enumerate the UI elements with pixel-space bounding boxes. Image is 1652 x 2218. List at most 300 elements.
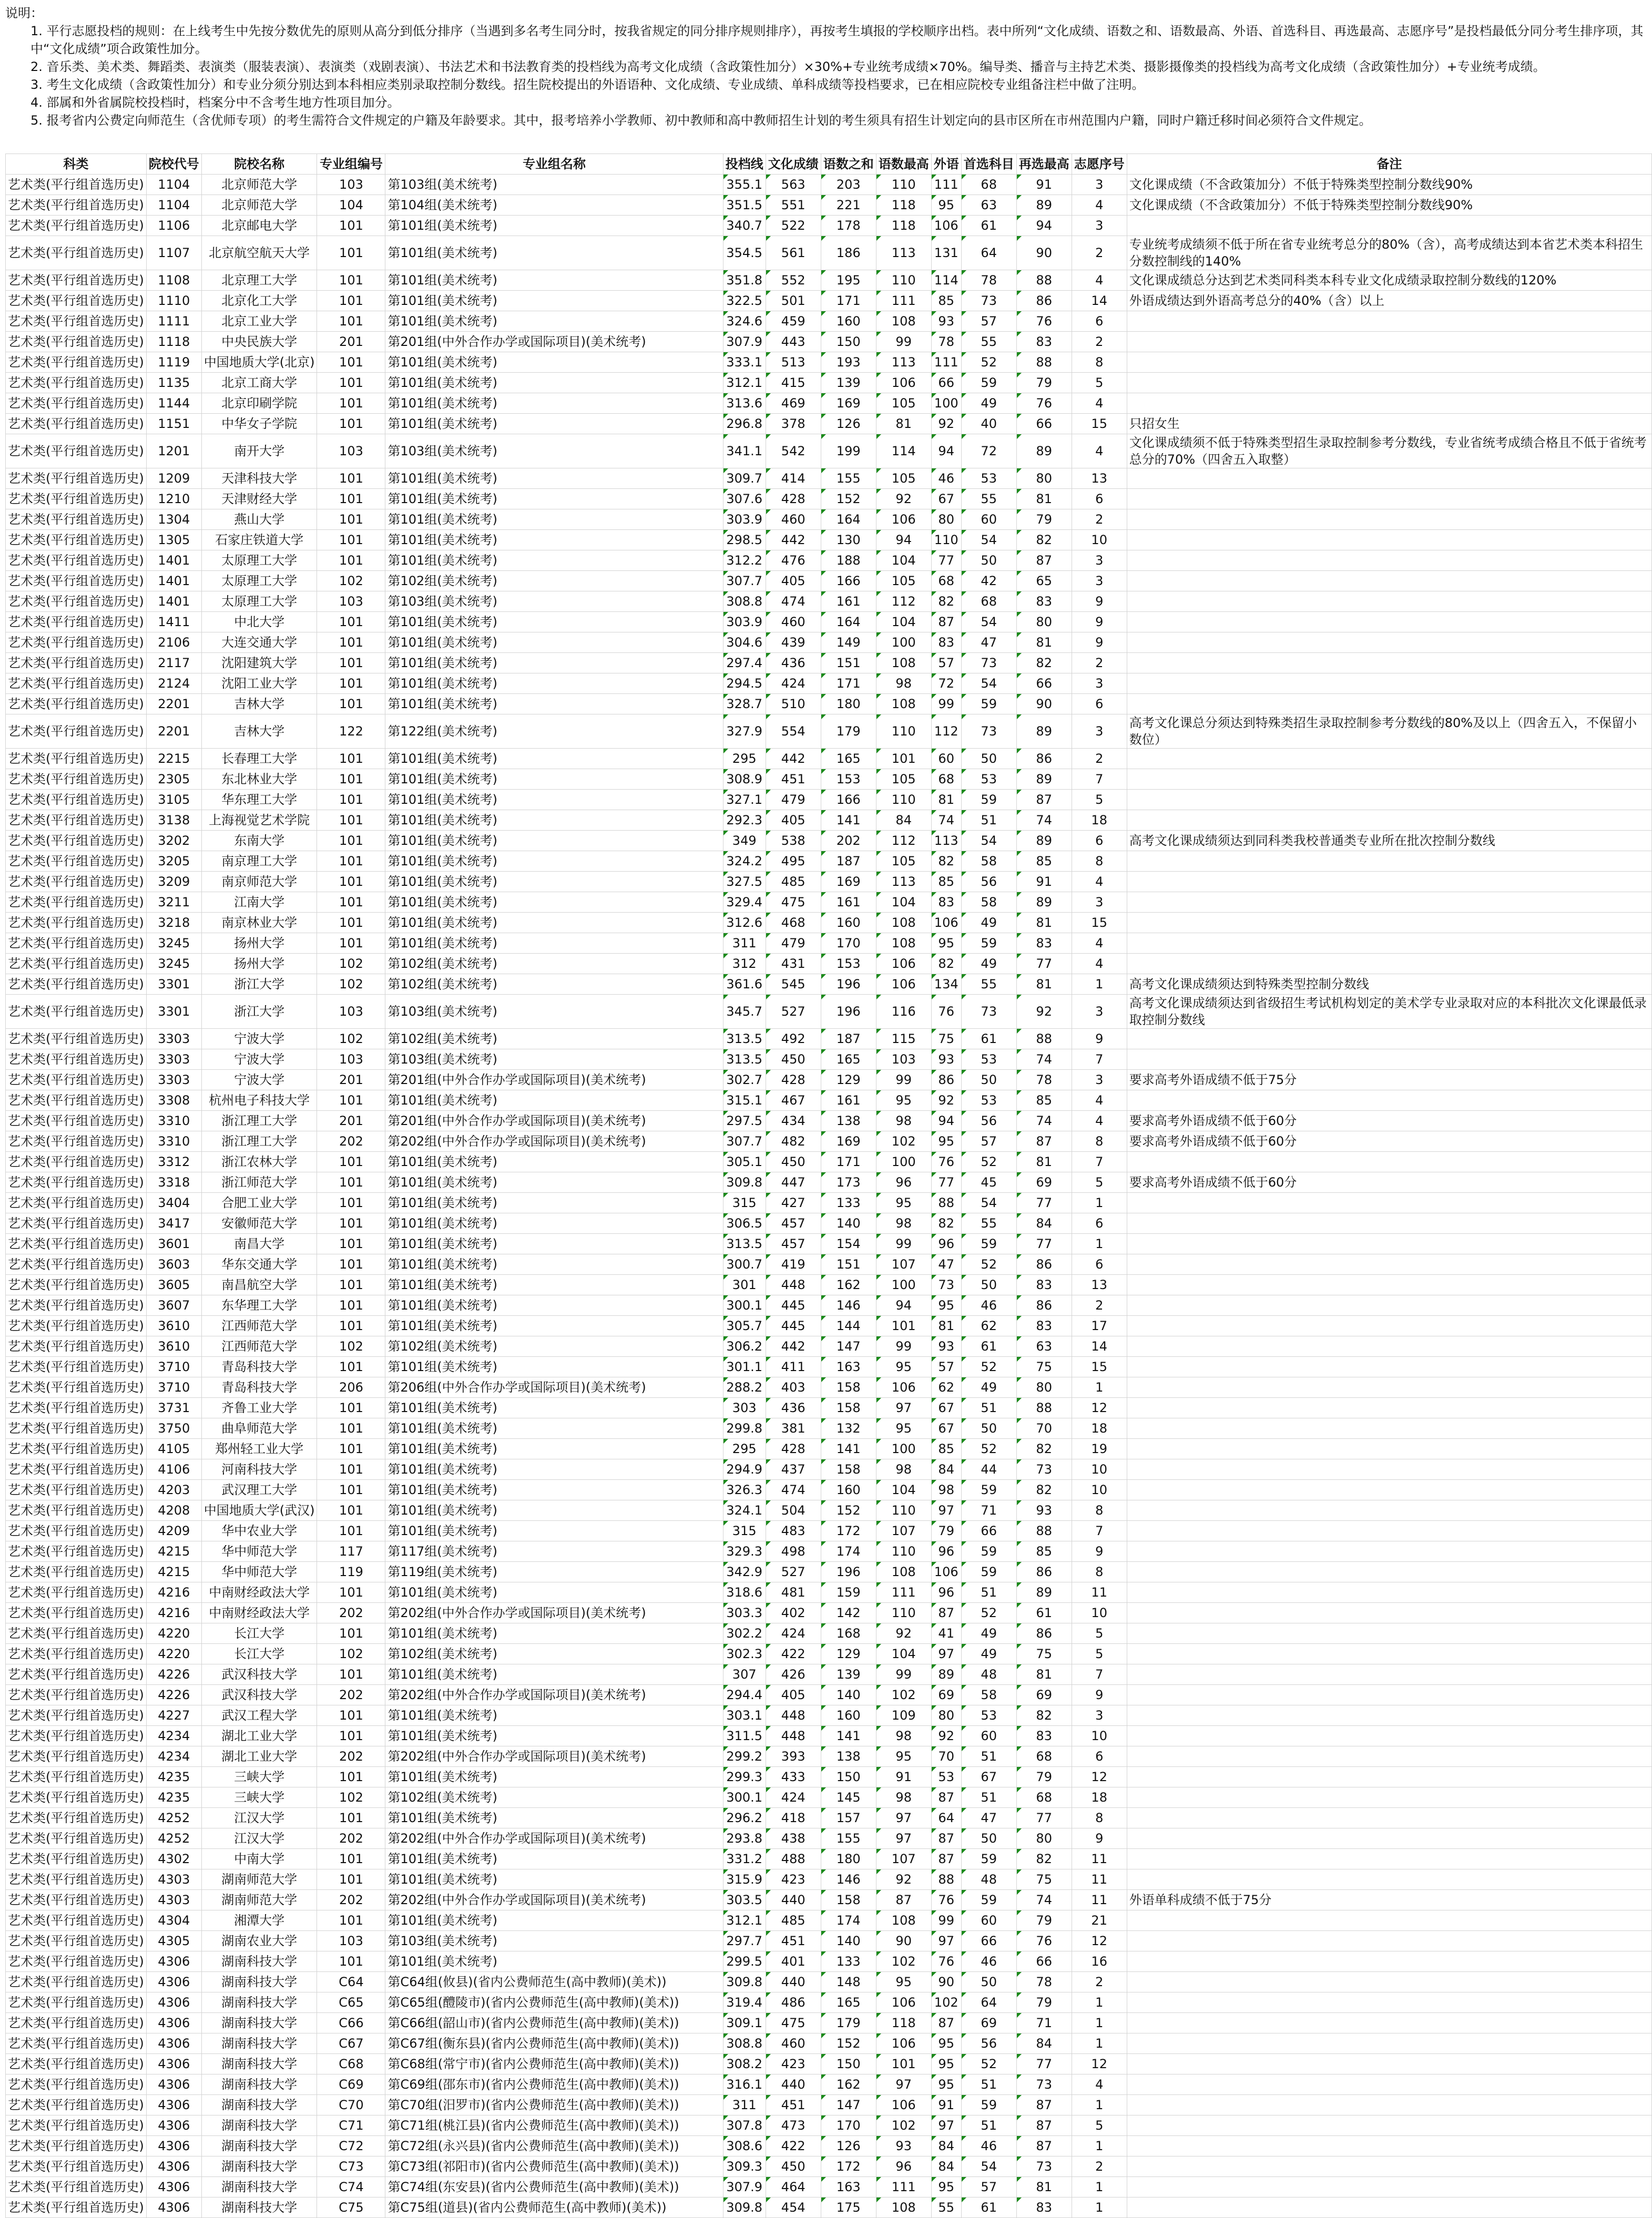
cell-cutoff: 298.5 — [723, 530, 766, 550]
cell-group-number: 101 — [317, 769, 385, 790]
cell-group-name: 第206组(中外合作办学或国际项目)(美术统考) — [385, 1377, 723, 1398]
cell-foreign-language: 73 — [931, 1275, 961, 1295]
cell-school-name: 大连交通大学 — [201, 632, 317, 653]
cell-foreign-language: 134 — [931, 974, 961, 995]
cell-group-number: 101 — [317, 1849, 385, 1869]
cell-choice-order: 6 — [1072, 831, 1127, 851]
cell-foreign-language: 67 — [931, 1398, 961, 1418]
cell-first-subject: 73 — [961, 995, 1016, 1029]
cell-first-subject: 68 — [961, 591, 1016, 612]
cell-elective-max: 87 — [1016, 2115, 1072, 2136]
cell-elective-max: 90 — [1016, 236, 1072, 270]
cell-school-code: 3310 — [146, 1111, 201, 1131]
cell-cutoff: 312 — [723, 954, 766, 974]
cell-foreign-language: 76 — [931, 1890, 961, 1910]
cell-school-code: 4215 — [146, 1562, 201, 1582]
cell-cutoff: 311 — [723, 2095, 766, 2115]
cell-elective-max: 82 — [1016, 530, 1072, 550]
cell-cutoff: 309.8 — [723, 2197, 766, 2218]
cell-category: 艺术类(平行组首选历史) — [6, 1521, 147, 1541]
cell-group-number: 122 — [317, 714, 385, 749]
cell-culture-score: 450 — [766, 2156, 821, 2177]
cell-culture-score: 405 — [766, 571, 821, 591]
cell-choice-order: 8 — [1072, 1808, 1127, 1828]
cell-first-subject: 51 — [961, 810, 1016, 831]
cell-remarks — [1127, 1644, 1651, 1664]
cell-choice-order: 8 — [1072, 1131, 1127, 1152]
table-row — [6, 509, 1652, 530]
cell-school-name: 江南大学 — [201, 892, 317, 913]
cell-chinese-math-max: 97 — [876, 1828, 931, 1849]
cell-school-name: 南京理工大学 — [201, 851, 317, 872]
cell-group-name: 第103组(美术统考) — [385, 591, 723, 612]
cell-choice-order: 6 — [1072, 489, 1127, 509]
cell-chinese-math-max: 105 — [876, 468, 931, 489]
cell-group-name: 第101组(美术统考) — [385, 1357, 723, 1377]
cell-chinese-math-sum: 150 — [821, 2054, 876, 2074]
cell-chinese-math-max: 97 — [876, 2074, 931, 2095]
cell-chinese-math-sum: 160 — [821, 1705, 876, 1726]
cell-culture-score: 437 — [766, 1459, 821, 1480]
cell-elective-max: 88 — [1016, 270, 1072, 291]
cell-chinese-math-sum: 142 — [821, 1603, 876, 1623]
cell-group-name: 第101组(美术统考) — [385, 468, 723, 489]
table-row — [6, 1152, 1652, 1172]
cell-first-subject: 71 — [961, 1500, 1016, 1521]
cell-category: 艺术类(平行组首选历史) — [6, 872, 147, 892]
cell-chinese-math-sum: 196 — [821, 974, 876, 995]
cell-group-name: 第102组(美术统考) — [385, 571, 723, 591]
cell-school-name: 湖南师范大学 — [201, 1869, 317, 1890]
cell-remarks — [1127, 1295, 1651, 1316]
col-header-first-subject: 首选科目 — [961, 154, 1016, 175]
cell-school-code: 3202 — [146, 831, 201, 851]
cell-choice-order: 8 — [1072, 851, 1127, 872]
cell-first-subject: 44 — [961, 1459, 1016, 1480]
cell-school-name: 华中师范大学 — [201, 1541, 317, 1562]
cell-culture-score: 469 — [766, 393, 821, 414]
cell-foreign-language: 96 — [931, 1234, 961, 1254]
cell-chinese-math-sum: 179 — [821, 2013, 876, 2033]
cell-remarks — [1127, 1746, 1651, 1767]
cell-foreign-language: 95 — [931, 195, 961, 216]
cell-group-number: 117 — [317, 1541, 385, 1562]
cell-chinese-math-sum: 126 — [821, 414, 876, 434]
cell-choice-order: 1 — [1072, 1193, 1127, 1213]
cell-elective-max: 75 — [1016, 1869, 1072, 1890]
table-row — [6, 1562, 1652, 1582]
cell-group-name: 第102组(美术统考) — [385, 1787, 723, 1808]
cell-choice-order: 13 — [1072, 1275, 1127, 1295]
cell-elective-max: 84 — [1016, 2033, 1072, 2054]
cell-chinese-math-sum: 151 — [821, 1254, 876, 1275]
cell-cutoff: 315.9 — [723, 1869, 766, 1890]
cell-choice-order: 4 — [1072, 393, 1127, 414]
cell-chinese-math-max: 87 — [876, 1890, 931, 1910]
cell-group-number: 101 — [317, 270, 385, 291]
cell-remarks — [1127, 571, 1651, 591]
cell-remarks — [1127, 2033, 1651, 2054]
table-row — [6, 831, 1652, 851]
cell-elective-max: 83 — [1016, 2197, 1072, 2218]
cell-foreign-language: 46 — [931, 468, 961, 489]
cell-culture-score: 459 — [766, 311, 821, 332]
cell-group-name: 第101组(美术统考) — [385, 1234, 723, 1254]
cell-remarks — [1127, 1193, 1651, 1213]
cell-group-number: 101 — [317, 1439, 385, 1459]
cell-first-subject: 47 — [961, 632, 1016, 653]
cell-remarks — [1127, 632, 1651, 653]
table-row — [6, 1705, 1652, 1726]
cell-choice-order: 6 — [1072, 311, 1127, 332]
cell-remarks: 外语单科成绩不低于75分 — [1127, 1890, 1651, 1910]
cell-first-subject: 53 — [961, 1705, 1016, 1726]
cell-school-name: 武汉工程大学 — [201, 1705, 317, 1726]
cell-group-name: 第101组(美术统考) — [385, 673, 723, 694]
cell-school-name: 南昌航空大学 — [201, 1275, 317, 1295]
cell-school-name: 武汉科技大学 — [201, 1664, 317, 1685]
table-row — [6, 1828, 1652, 1849]
cell-foreign-language: 89 — [931, 1664, 961, 1685]
cell-group-name: 第C66组(韶山市)(省内公费师范生(高中教师)(美术)) — [385, 2013, 723, 2033]
cell-remarks — [1127, 1664, 1651, 1685]
cell-chinese-math-sum: 180 — [821, 1849, 876, 1869]
cell-group-name: 第101组(美术统考) — [385, 530, 723, 550]
table-row — [6, 1090, 1652, 1111]
cell-foreign-language: 69 — [931, 1685, 961, 1705]
cell-group-number: 101 — [317, 414, 385, 434]
cell-chinese-math-max: 108 — [876, 694, 931, 714]
cell-choice-order: 2 — [1072, 2156, 1127, 2177]
cell-chinese-math-max: 112 — [876, 591, 931, 612]
cell-school-name: 太原理工大学 — [201, 571, 317, 591]
cell-category: 艺术类(平行组首选历史) — [6, 1193, 147, 1213]
cell-elective-max: 88 — [1016, 1398, 1072, 1418]
cell-choice-order: 7 — [1072, 1152, 1127, 1172]
cell-first-subject: 61 — [961, 1336, 1016, 1357]
cell-culture-score: 440 — [766, 2074, 821, 2095]
cell-category: 艺术类(平行组首选历史) — [6, 1049, 147, 1070]
cell-cutoff: 299.2 — [723, 1746, 766, 1767]
cell-cutoff: 326.3 — [723, 1480, 766, 1500]
cell-choice-order: 8 — [1072, 1562, 1127, 1582]
cell-group-number: 101 — [317, 1152, 385, 1172]
cell-foreign-language: 81 — [931, 790, 961, 810]
table-row — [6, 1254, 1652, 1275]
cell-chinese-math-sum: 171 — [821, 291, 876, 311]
cell-culture-score: 457 — [766, 1213, 821, 1234]
cell-cutoff: 307.6 — [723, 489, 766, 509]
cell-culture-score: 423 — [766, 1869, 821, 1890]
cell-remarks: 要求高考外语成绩不低于60分 — [1127, 1111, 1651, 1131]
cell-category: 艺术类(平行组首选历史) — [6, 175, 147, 195]
cell-first-subject: 54 — [961, 2156, 1016, 2177]
cell-choice-order: 7 — [1072, 1049, 1127, 1070]
cell-school-code: 3105 — [146, 790, 201, 810]
table-row — [6, 694, 1652, 714]
cell-school-name: 长春理工大学 — [201, 749, 317, 769]
cell-remarks — [1127, 1623, 1651, 1644]
cell-cutoff: 349 — [723, 831, 766, 851]
cell-first-subject: 50 — [961, 1828, 1016, 1849]
cell-foreign-language: 97 — [931, 2115, 961, 2136]
cell-culture-score: 438 — [766, 1828, 821, 1849]
table-row — [6, 872, 1652, 892]
cell-cutoff: 329.3 — [723, 1541, 766, 1562]
cell-culture-score: 419 — [766, 1254, 821, 1275]
cell-cutoff: 342.9 — [723, 1562, 766, 1582]
cell-group-name: 第101组(美术统考) — [385, 694, 723, 714]
cell-first-subject: 45 — [961, 1172, 1016, 1193]
cell-category: 艺术类(平行组首选历史) — [6, 933, 147, 954]
cell-group-name: 第101组(美术统考) — [385, 270, 723, 291]
cell-culture-score: 464 — [766, 2177, 821, 2197]
cell-group-name: 第103组(美术统考) — [385, 1049, 723, 1070]
cell-culture-score: 485 — [766, 1910, 821, 1931]
cell-remarks: 要求高考外语成绩不低于75分 — [1127, 1070, 1651, 1090]
cell-category: 艺术类(平行组首选历史) — [6, 1623, 147, 1644]
cell-first-subject: 73 — [961, 291, 1016, 311]
cell-choice-order: 2 — [1072, 509, 1127, 530]
cell-chinese-math-sum: 203 — [821, 175, 876, 195]
cell-school-code: 1107 — [146, 236, 201, 270]
cell-school-code: 1151 — [146, 414, 201, 434]
cell-school-code: 4252 — [146, 1808, 201, 1828]
cell-group-name: 第101组(美术统考) — [385, 1951, 723, 1972]
cell-culture-score: 422 — [766, 1644, 821, 1664]
cell-culture-score: 479 — [766, 933, 821, 954]
cell-elective-max: 89 — [1016, 434, 1072, 468]
cell-first-subject: 59 — [961, 1234, 1016, 1254]
cell-group-name: 第101组(美术统考) — [385, 1623, 723, 1644]
cell-foreign-language: 83 — [931, 632, 961, 653]
cell-group-name: 第101组(美术统考) — [385, 352, 723, 373]
cell-first-subject: 59 — [961, 1541, 1016, 1562]
cell-choice-order: 1 — [1072, 2033, 1127, 2054]
note-item-5: 5. 报考省内公费定向师范生（含优师专项）的考生需符合文件规定的户籍及年龄要求。其中，报考培养小学教师、初中教师和高中教师招生计划的考生须具有招生计划定向的县市区所在市州范围内户籍，同时户籍迁移时间必须符合文件规定。 — [30, 113, 1372, 128]
cell-elective-max: 66 — [1016, 414, 1072, 434]
cell-first-subject: 62 — [961, 1316, 1016, 1336]
cell-first-subject: 63 — [961, 195, 1016, 216]
cell-remarks: 要求高考外语成绩不低于60分 — [1127, 1172, 1651, 1193]
cell-remarks — [1127, 1275, 1651, 1295]
cell-culture-score: 451 — [766, 769, 821, 790]
cell-category: 艺术类(平行组首选历史) — [6, 1295, 147, 1316]
cell-chinese-math-max: 106 — [876, 2033, 931, 2054]
cell-first-subject: 48 — [961, 1869, 1016, 1890]
cell-group-name: 第201组(中外合作办学或国际项目)(美术统考) — [385, 332, 723, 352]
cell-remarks — [1127, 2156, 1651, 2177]
cell-first-subject: 47 — [961, 1808, 1016, 1828]
cell-foreign-language: 96 — [931, 1541, 961, 1562]
cell-cutoff: 294.4 — [723, 1685, 766, 1705]
cell-school-name: 太原理工大学 — [201, 550, 317, 571]
cell-first-subject: 53 — [961, 1090, 1016, 1111]
cell-group-number: 101 — [317, 1193, 385, 1213]
cell-group-name: 第101组(美术统考) — [385, 831, 723, 851]
cell-school-name: 浙江大学 — [201, 974, 317, 995]
cell-group-number: 102 — [317, 1644, 385, 1664]
cell-school-code: 4226 — [146, 1685, 201, 1705]
cell-culture-score: 428 — [766, 489, 821, 509]
cell-remarks — [1127, 2095, 1651, 2115]
cell-category: 艺术类(平行组首选历史) — [6, 1767, 147, 1787]
cell-remarks — [1127, 1090, 1651, 1111]
cell-school-name: 吉林大学 — [201, 694, 317, 714]
cell-elective-max: 76 — [1016, 311, 1072, 332]
cell-school-code: 1119 — [146, 352, 201, 373]
cell-chinese-math-sum: 202 — [821, 831, 876, 851]
cell-school-name: 北京工业大学 — [201, 311, 317, 332]
cell-group-number: 104 — [317, 195, 385, 216]
cell-chinese-math-sum: 152 — [821, 1500, 876, 1521]
cell-culture-score: 522 — [766, 216, 821, 236]
cell-cutoff: 301 — [723, 1275, 766, 1295]
cell-remarks: 文化课成绩（不含政策加分）不低于特殊类型控制分数线90% — [1127, 175, 1651, 195]
cell-culture-score: 474 — [766, 1480, 821, 1500]
cell-school-name: 江西师范大学 — [201, 1336, 317, 1357]
cell-group-number: 101 — [317, 1808, 385, 1828]
cell-culture-score: 445 — [766, 1295, 821, 1316]
cell-first-subject: 73 — [961, 714, 1016, 749]
cell-category: 艺术类(平行组首选历史) — [6, 352, 147, 373]
col-header-cutoff: 投档线 — [723, 154, 766, 175]
table-row — [6, 195, 1652, 216]
cell-first-subject: 59 — [961, 694, 1016, 714]
cell-group-name: 第101组(美术统考) — [385, 769, 723, 790]
cell-remarks — [1127, 790, 1651, 810]
cell-chinese-math-max: 113 — [876, 236, 931, 270]
cell-cutoff: 309.8 — [723, 1172, 766, 1193]
cell-group-number: 102 — [317, 1029, 385, 1049]
cell-remarks — [1127, 1767, 1651, 1787]
cell-school-name: 安徽师范大学 — [201, 1213, 317, 1234]
cell-elective-max: 75 — [1016, 1357, 1072, 1377]
cell-cutoff: 311 — [723, 933, 766, 954]
cell-choice-order: 11 — [1072, 1869, 1127, 1890]
cell-school-name: 北京师范大学 — [201, 175, 317, 195]
cell-group-name: 第101组(美术统考) — [385, 612, 723, 632]
cell-remarks — [1127, 1931, 1651, 1951]
cell-chinese-math-sum: 165 — [821, 749, 876, 769]
cell-category: 艺术类(平行组首选历史) — [6, 1480, 147, 1500]
cell-remarks — [1127, 550, 1651, 571]
cell-chinese-math-sum: 154 — [821, 1234, 876, 1254]
cell-category: 艺术类(平行组首选历史) — [6, 673, 147, 694]
cell-school-code: 3750 — [146, 1418, 201, 1439]
cell-chinese-math-sum: 158 — [821, 1398, 876, 1418]
cell-culture-score: 442 — [766, 1336, 821, 1357]
cell-choice-order: 4 — [1072, 1090, 1127, 1111]
cell-cutoff: 355.1 — [723, 175, 766, 195]
cell-group-number: 101 — [317, 1500, 385, 1521]
cell-remarks: 高考文化课成绩须达到省级招生考试机构划定的美术学专业录取对应的本科批次文化课最低录取控制分数线 — [1127, 995, 1651, 1029]
cell-culture-score: 485 — [766, 872, 821, 892]
cell-chinese-math-max: 98 — [876, 1213, 931, 1234]
cell-group-name: 第101组(美术统考) — [385, 414, 723, 434]
cell-category: 艺术类(平行组首选历史) — [6, 1070, 147, 1090]
cell-first-subject: 57 — [961, 311, 1016, 332]
cell-culture-score: 426 — [766, 1664, 821, 1685]
cell-chinese-math-max: 108 — [876, 653, 931, 673]
cell-school-name: 湖南科技大学 — [201, 2156, 317, 2177]
cell-school-code: 4302 — [146, 1849, 201, 1869]
cell-chinese-math-sum: 196 — [821, 995, 876, 1029]
cell-chinese-math-sum: 221 — [821, 195, 876, 216]
cell-culture-score: 460 — [766, 2033, 821, 2054]
table-row — [6, 1193, 1652, 1213]
cell-choice-order: 15 — [1072, 913, 1127, 933]
cell-group-number: 103 — [317, 591, 385, 612]
cell-school-code: 3610 — [146, 1316, 201, 1336]
cell-chinese-math-sum: 158 — [821, 1459, 876, 1480]
cell-chinese-math-max: 106 — [876, 509, 931, 530]
cell-school-code: 1118 — [146, 332, 201, 352]
cell-cutoff: 331.2 — [723, 1849, 766, 1869]
cell-chinese-math-sum: 166 — [821, 571, 876, 591]
cell-chinese-math-sum: 173 — [821, 1172, 876, 1193]
cell-elective-max: 73 — [1016, 2074, 1072, 2095]
cell-school-code: 3312 — [146, 1152, 201, 1172]
cell-school-name: 华东理工大学 — [201, 790, 317, 810]
cell-school-name: 天津科技大学 — [201, 468, 317, 489]
cell-school-name: 东华理工大学 — [201, 1295, 317, 1316]
cell-chinese-math-max: 113 — [876, 352, 931, 373]
cell-group-name: 第202组(中外合作办学或国际项目)(美术统考) — [385, 1685, 723, 1705]
cell-chinese-math-sum: 133 — [821, 1951, 876, 1972]
cell-school-code: 4227 — [146, 1705, 201, 1726]
cell-culture-score: 504 — [766, 1500, 821, 1521]
cell-school-code: 3303 — [146, 1049, 201, 1070]
cell-foreign-language: 84 — [931, 2136, 961, 2156]
cell-culture-score: 402 — [766, 1603, 821, 1623]
cell-category: 艺术类(平行组首选历史) — [6, 591, 147, 612]
cell-cutoff: 288.2 — [723, 1377, 766, 1398]
cell-category: 艺术类(平行组首选历史) — [6, 2115, 147, 2136]
cell-school-code: 1104 — [146, 195, 201, 216]
cell-culture-score: 482 — [766, 1131, 821, 1152]
cell-elective-max: 85 — [1016, 851, 1072, 872]
cell-chinese-math-max: 97 — [876, 1398, 931, 1418]
table-row — [6, 414, 1652, 434]
cell-foreign-language: 95 — [931, 2177, 961, 2197]
table-row — [6, 790, 1652, 810]
cell-choice-order: 9 — [1072, 1685, 1127, 1705]
cell-cutoff: 308.8 — [723, 2033, 766, 2054]
cell-school-code: 2215 — [146, 749, 201, 769]
cell-group-number: 103 — [317, 434, 385, 468]
cell-first-subject: 61 — [961, 216, 1016, 236]
cell-chinese-math-max: 106 — [876, 954, 931, 974]
cell-choice-order: 5 — [1072, 1644, 1127, 1664]
cell-cutoff: 307.9 — [723, 2177, 766, 2197]
cell-school-code: 4303 — [146, 1890, 201, 1910]
cell-group-name: 第102组(美术统考) — [385, 1644, 723, 1664]
cell-category: 艺术类(平行组首选历史) — [6, 2136, 147, 2156]
cell-chinese-math-sum: 153 — [821, 954, 876, 974]
cell-cutoff: 315 — [723, 1521, 766, 1541]
cell-choice-order: 3 — [1072, 571, 1127, 591]
cell-choice-order: 3 — [1072, 175, 1127, 195]
cell-group-number: 101 — [317, 1705, 385, 1726]
cell-choice-order: 1 — [1072, 2095, 1127, 2115]
cell-group-name: 第103组(美术统考) — [385, 995, 723, 1029]
cell-culture-score: 427 — [766, 1193, 821, 1213]
cell-chinese-math-max: 101 — [876, 1316, 931, 1336]
cell-cutoff: 354.5 — [723, 236, 766, 270]
cell-category: 艺术类(平行组首选历史) — [6, 1951, 147, 1972]
cell-chinese-math-max: 100 — [876, 1439, 931, 1459]
